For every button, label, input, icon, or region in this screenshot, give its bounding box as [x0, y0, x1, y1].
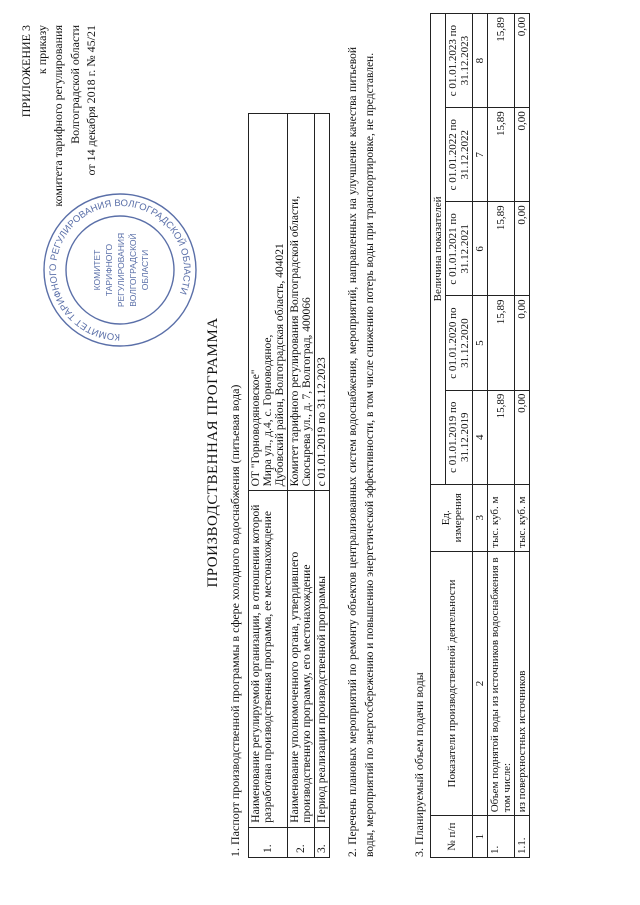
- stamp-center-line: ТАРИФНОГО: [104, 243, 114, 297]
- table-row: [515, 14, 530, 858]
- index-cell: 2: [473, 551, 488, 816]
- table-row: [288, 114, 315, 858]
- row-value: 0,00: [515, 390, 530, 484]
- col-header-period: с 01.01.2021 по 31.12.2021: [446, 202, 473, 296]
- row-unit: тыс. куб. м: [515, 484, 530, 551]
- index-cell: 6: [473, 202, 488, 296]
- row-number: 1.1.: [515, 816, 530, 858]
- row-label: Наименование уполномоченного органа, утвердившего производственную программу, его местонахождение: [288, 491, 315, 827]
- table-row: [249, 114, 288, 858]
- row-value: 0,00: [515, 14, 530, 108]
- row-number: 2.: [288, 827, 315, 857]
- index-cell: 8: [473, 14, 488, 108]
- row-indicator: Объем поднятой воды из источников водоснабжения в том числе:: [488, 551, 515, 816]
- stamp-ring-text: КОМИТЕТ ТАРИФНОГО РЕГУЛИРОВАНИЯ ВОЛГОГРАДСКОЙ ОБЛАСТИ: [47, 197, 193, 343]
- row-number: 1.: [488, 816, 515, 858]
- row-value-line: Комитет тарифного регулирования Волгоградской области,: [289, 195, 301, 487]
- stamp-center-line: РЕГУЛИРОВАНИЯ: [116, 232, 126, 308]
- section1-heading: 1. Паспорт производственной программы в сфере холодного водоснабжения (питьевая вода): [228, 384, 242, 857]
- col-header-num: № п/п: [431, 816, 473, 858]
- row-value: 0,00: [515, 296, 530, 390]
- approval-region: Волгоградской области: [67, 25, 82, 144]
- col-header-period: с 01.01.2019 по 31.12.2019: [446, 390, 473, 484]
- row-number: 1.: [249, 827, 288, 857]
- section3-heading: 3. Планируемый объем подачи воды: [412, 672, 426, 857]
- index-cell: 1: [473, 816, 488, 858]
- page-title: ПРОИЗВОДСТВЕННАЯ ПРОГРАММА: [205, 317, 221, 588]
- passport-table: [248, 113, 330, 858]
- stamp-center-line: КОМИТЕТ: [92, 249, 102, 291]
- row-unit: тыс. куб. м: [488, 484, 515, 551]
- approval-appendix: ПРИЛОЖЕНИЕ 3: [19, 25, 33, 118]
- row-value-line: Мира ул., д.4, с. Горноводяное,: [262, 334, 274, 487]
- volume-table: [430, 13, 530, 858]
- row-value: [249, 114, 288, 491]
- table-index-row: [473, 14, 488, 858]
- table-row: [315, 114, 330, 858]
- row-value: 15,89: [488, 14, 515, 108]
- row-value-line: с 01.01.2019 по 31.12.2023: [316, 357, 328, 487]
- row-value: 15,89: [488, 108, 515, 202]
- row-value-line: ОТ "Горноводяновское": [250, 369, 262, 487]
- section2-text: 2. Перечень плановых мероприятий по ремонту объектов централизованных систем водоснабжения, мероприятий, направленных на улучшение качества питьевой воды, мероприятий по энергосбережению и повышению энергетической эффективности, в том числе снижению потерь воды при транспортировке, не представлен.: [347, 47, 376, 857]
- index-cell: 4: [473, 390, 488, 484]
- col-header-period: с 01.01.2020 по 31.12.2020: [446, 296, 473, 390]
- col-header-unit: Ед. измерения: [431, 484, 473, 551]
- table-row: [488, 14, 515, 858]
- row-value: 0,00: [515, 108, 530, 202]
- row-value: [315, 114, 330, 491]
- index-cell: 5: [473, 296, 488, 390]
- row-value: 15,89: [488, 390, 515, 484]
- index-cell: 7: [473, 108, 488, 202]
- approval-to-order: к приказу: [35, 25, 50, 75]
- official-stamp-icon: [40, 190, 200, 350]
- stamp-center-line: ОБЛАСТИ: [140, 249, 150, 291]
- row-value: 0,00: [515, 202, 530, 296]
- row-label: Наименование регулируемой организации, в отношении которой разработана производственная программа, ее местонахождение: [249, 491, 288, 827]
- row-value: [288, 114, 315, 491]
- row-value-line: Дубовский район, Волгоградская область, 404021: [274, 243, 286, 487]
- row-value-line: Скосырева ул., д. 7, Волгоград, 400066: [301, 297, 313, 487]
- col-header-period: с 01.01.2022 по 31.12.2022: [446, 108, 473, 202]
- col-header-indicator: Показатели производственной деятельности: [431, 551, 473, 816]
- col-header-values-group: Величина показателей: [431, 14, 446, 485]
- row-value: 15,89: [488, 202, 515, 296]
- row-number: 3.: [315, 827, 330, 857]
- row-label: Период реализации производственной программы: [315, 491, 330, 827]
- approval-date: от 14 декабря 2018 г. № 45/21: [83, 25, 98, 176]
- index-cell: 3: [473, 484, 488, 551]
- row-indicator: из поверхностных источников: [515, 551, 530, 816]
- row-value: 15,89: [488, 296, 515, 390]
- approval-committee: комитета тарифного регулирования: [51, 25, 66, 207]
- stamp-center-line: ВОЛГОГРАДСКОЙ: [128, 233, 138, 307]
- col-header-period: с 01.01.2023 по 31.12.2023: [446, 14, 473, 108]
